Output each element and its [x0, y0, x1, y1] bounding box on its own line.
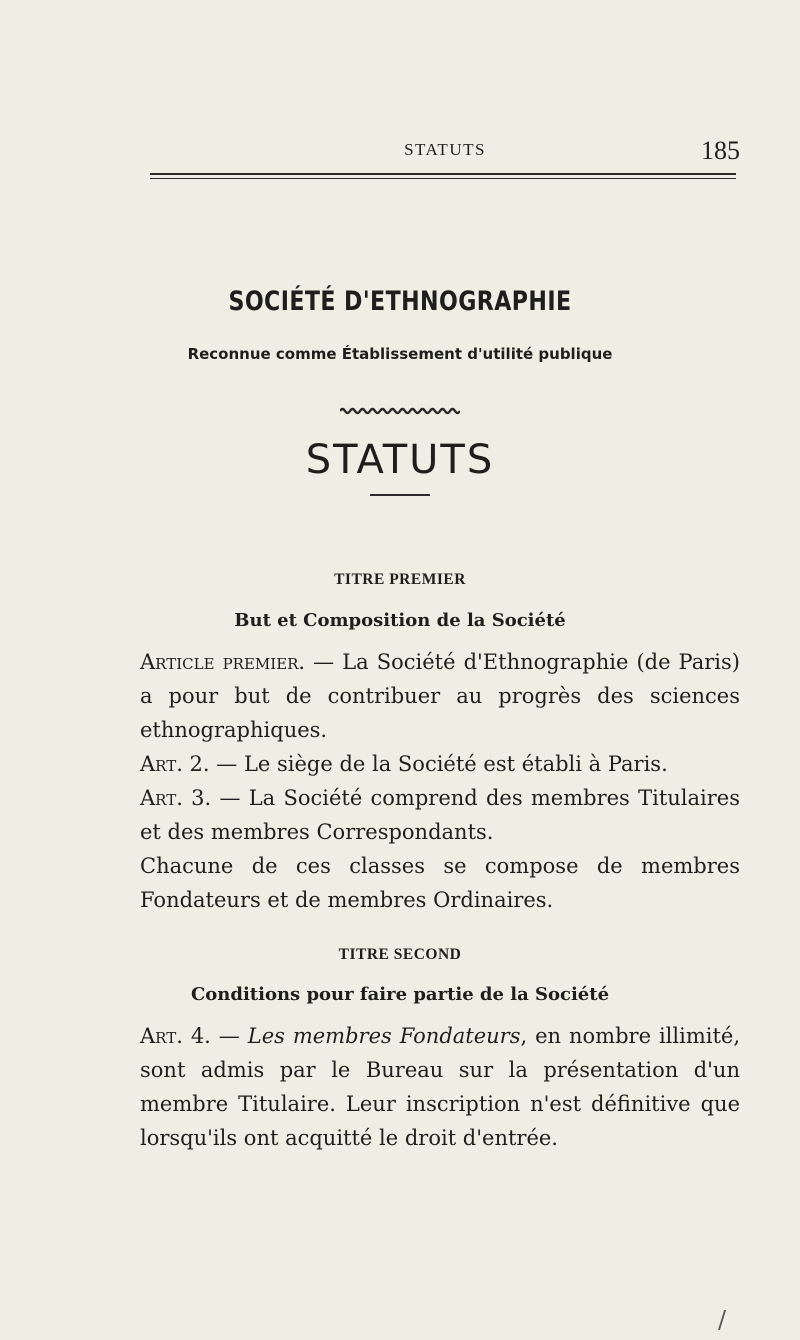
section-heading: But et Composition de la Société [234, 610, 566, 631]
article-paragraph [140, 1019, 740, 1155]
article-dash: — [210, 1024, 248, 1048]
society-subtitle: Reconnue comme Établissement d'utilité publique [187, 345, 613, 363]
wavy-ornament-rule [340, 407, 460, 415]
article-label: Art. 2. [140, 752, 210, 776]
section-titre: TITRE SECOND [338, 946, 462, 963]
running-head [150, 136, 740, 165]
article-text: — La Société comprend des membres Titulaires et des membres Correspondants. [140, 786, 740, 844]
section-heading: Conditions pour faire partie de la Société [190, 984, 610, 1005]
society-name: SOCIÉTÉ D'ETHNOGRAPHIE [228, 286, 572, 317]
article-label: Art. 3. [140, 786, 212, 810]
article-text: — Le siège de la Société est établi à Paris. [209, 752, 668, 776]
running-head-title: STATUTS [404, 140, 486, 159]
title-rule [370, 494, 430, 496]
section-body [140, 645, 740, 917]
article-paragraph [140, 781, 740, 849]
header-double-rule [150, 173, 736, 179]
article-text: Chacune de ces classes se compose de membres Fondateurs et de membres Ordinaires. [140, 854, 740, 912]
article-italic-term: Les membres Fondateurs [247, 1024, 521, 1048]
article-label: Art. 4. [140, 1024, 211, 1048]
document-title: STATUTS [305, 437, 495, 483]
article-text: , en nombre illimité, sont admis par le Bureau sur la présentation d'un membre Titulaire. Leur inscription n'est définitive que lorsqu'ils ont acquitté le droit d'entrée. [140, 1024, 740, 1150]
section-titre: TITRE PREMIER [334, 571, 466, 588]
page-number: 185 [701, 136, 740, 165]
footer-mark: / [718, 1306, 727, 1334]
article-text: — La Société d'Ethnographie (de Paris) a pour but de contribuer au progrès des sciences ethnographiques. [140, 650, 740, 742]
article-paragraph [140, 849, 740, 917]
article-paragraph [140, 747, 740, 781]
article-paragraph [140, 645, 740, 747]
section-body [140, 1019, 740, 1155]
article-label: Article premier. [140, 650, 306, 674]
